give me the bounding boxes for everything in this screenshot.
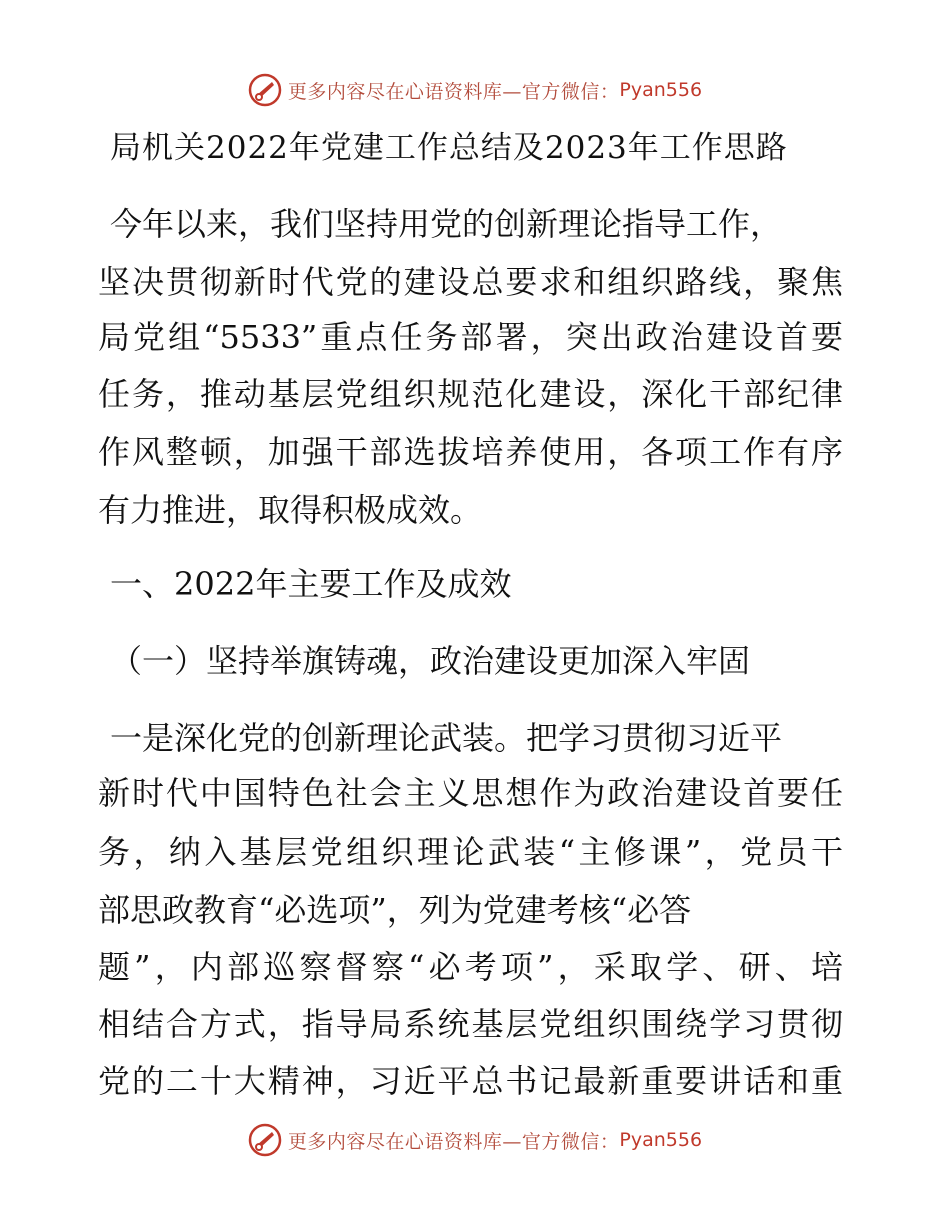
watermark-text: 更多内容尽在心语资料库—官方微信： <box>287 1130 620 1153</box>
paragraph-line: 新时代中国特色社会主义思想作为政治建设首要任 <box>98 774 843 812</box>
paragraph-line: 坚决贯彻新时代党的建设总要求和组织路线，聚焦 <box>98 263 843 301</box>
section-heading: 一、2022年主要工作及成效 <box>110 565 512 603</box>
subsection-heading: （一）坚持举旗铸魂，政治建设更加深入牢固 <box>110 642 751 680</box>
pen-logo-icon <box>248 1123 282 1157</box>
pen-logo-icon <box>248 73 282 107</box>
watermark-header <box>0 70 950 110</box>
document-title: 局机关2022年党建工作总结及2023年工作思路 <box>110 130 788 166</box>
watermark-wechat-id: Pyan556 <box>619 79 703 101</box>
paragraph-line: 任务，推动基层党组织规范化建设，深化干部纪律 <box>98 375 843 413</box>
paragraph-line: 相结合方式，指导局系统基层党组织围绕学习贯彻 <box>98 1005 843 1043</box>
watermark-wechat-id: Pyan556 <box>619 1129 703 1151</box>
paragraph-line: 务，纳入基层党组织理论武装“主修课”，党员干 <box>98 833 843 871</box>
watermark-footer <box>0 1120 950 1160</box>
watermark-text: 更多内容尽在心语资料库—官方微信： <box>287 80 620 103</box>
paragraph-line: 作风整顿，加强干部选拔培养使用，各项工作有序 <box>98 433 843 471</box>
paragraph-line: 局党组“5533”重点任务部署，突出政治建设首要 <box>98 318 843 356</box>
paragraph-line: 今年以来，我们坚持用党的创新理论指导工作， <box>110 205 783 243</box>
paragraph-line: 题”，内部巡察督察“必考项”，采取学、研、培 <box>98 948 843 986</box>
paragraph-line: 部思政教育“必选项”，列为党建考核“必答 <box>98 891 692 929</box>
paragraph-line: 党的二十大精神，习近平总书记最新重要讲话和重 <box>98 1062 843 1100</box>
paragraph-line: 一是深化党的创新理论武装。把学习贯彻习近平 <box>110 719 783 757</box>
paragraph-line: 有力推进，取得积极成效。 <box>98 491 483 529</box>
